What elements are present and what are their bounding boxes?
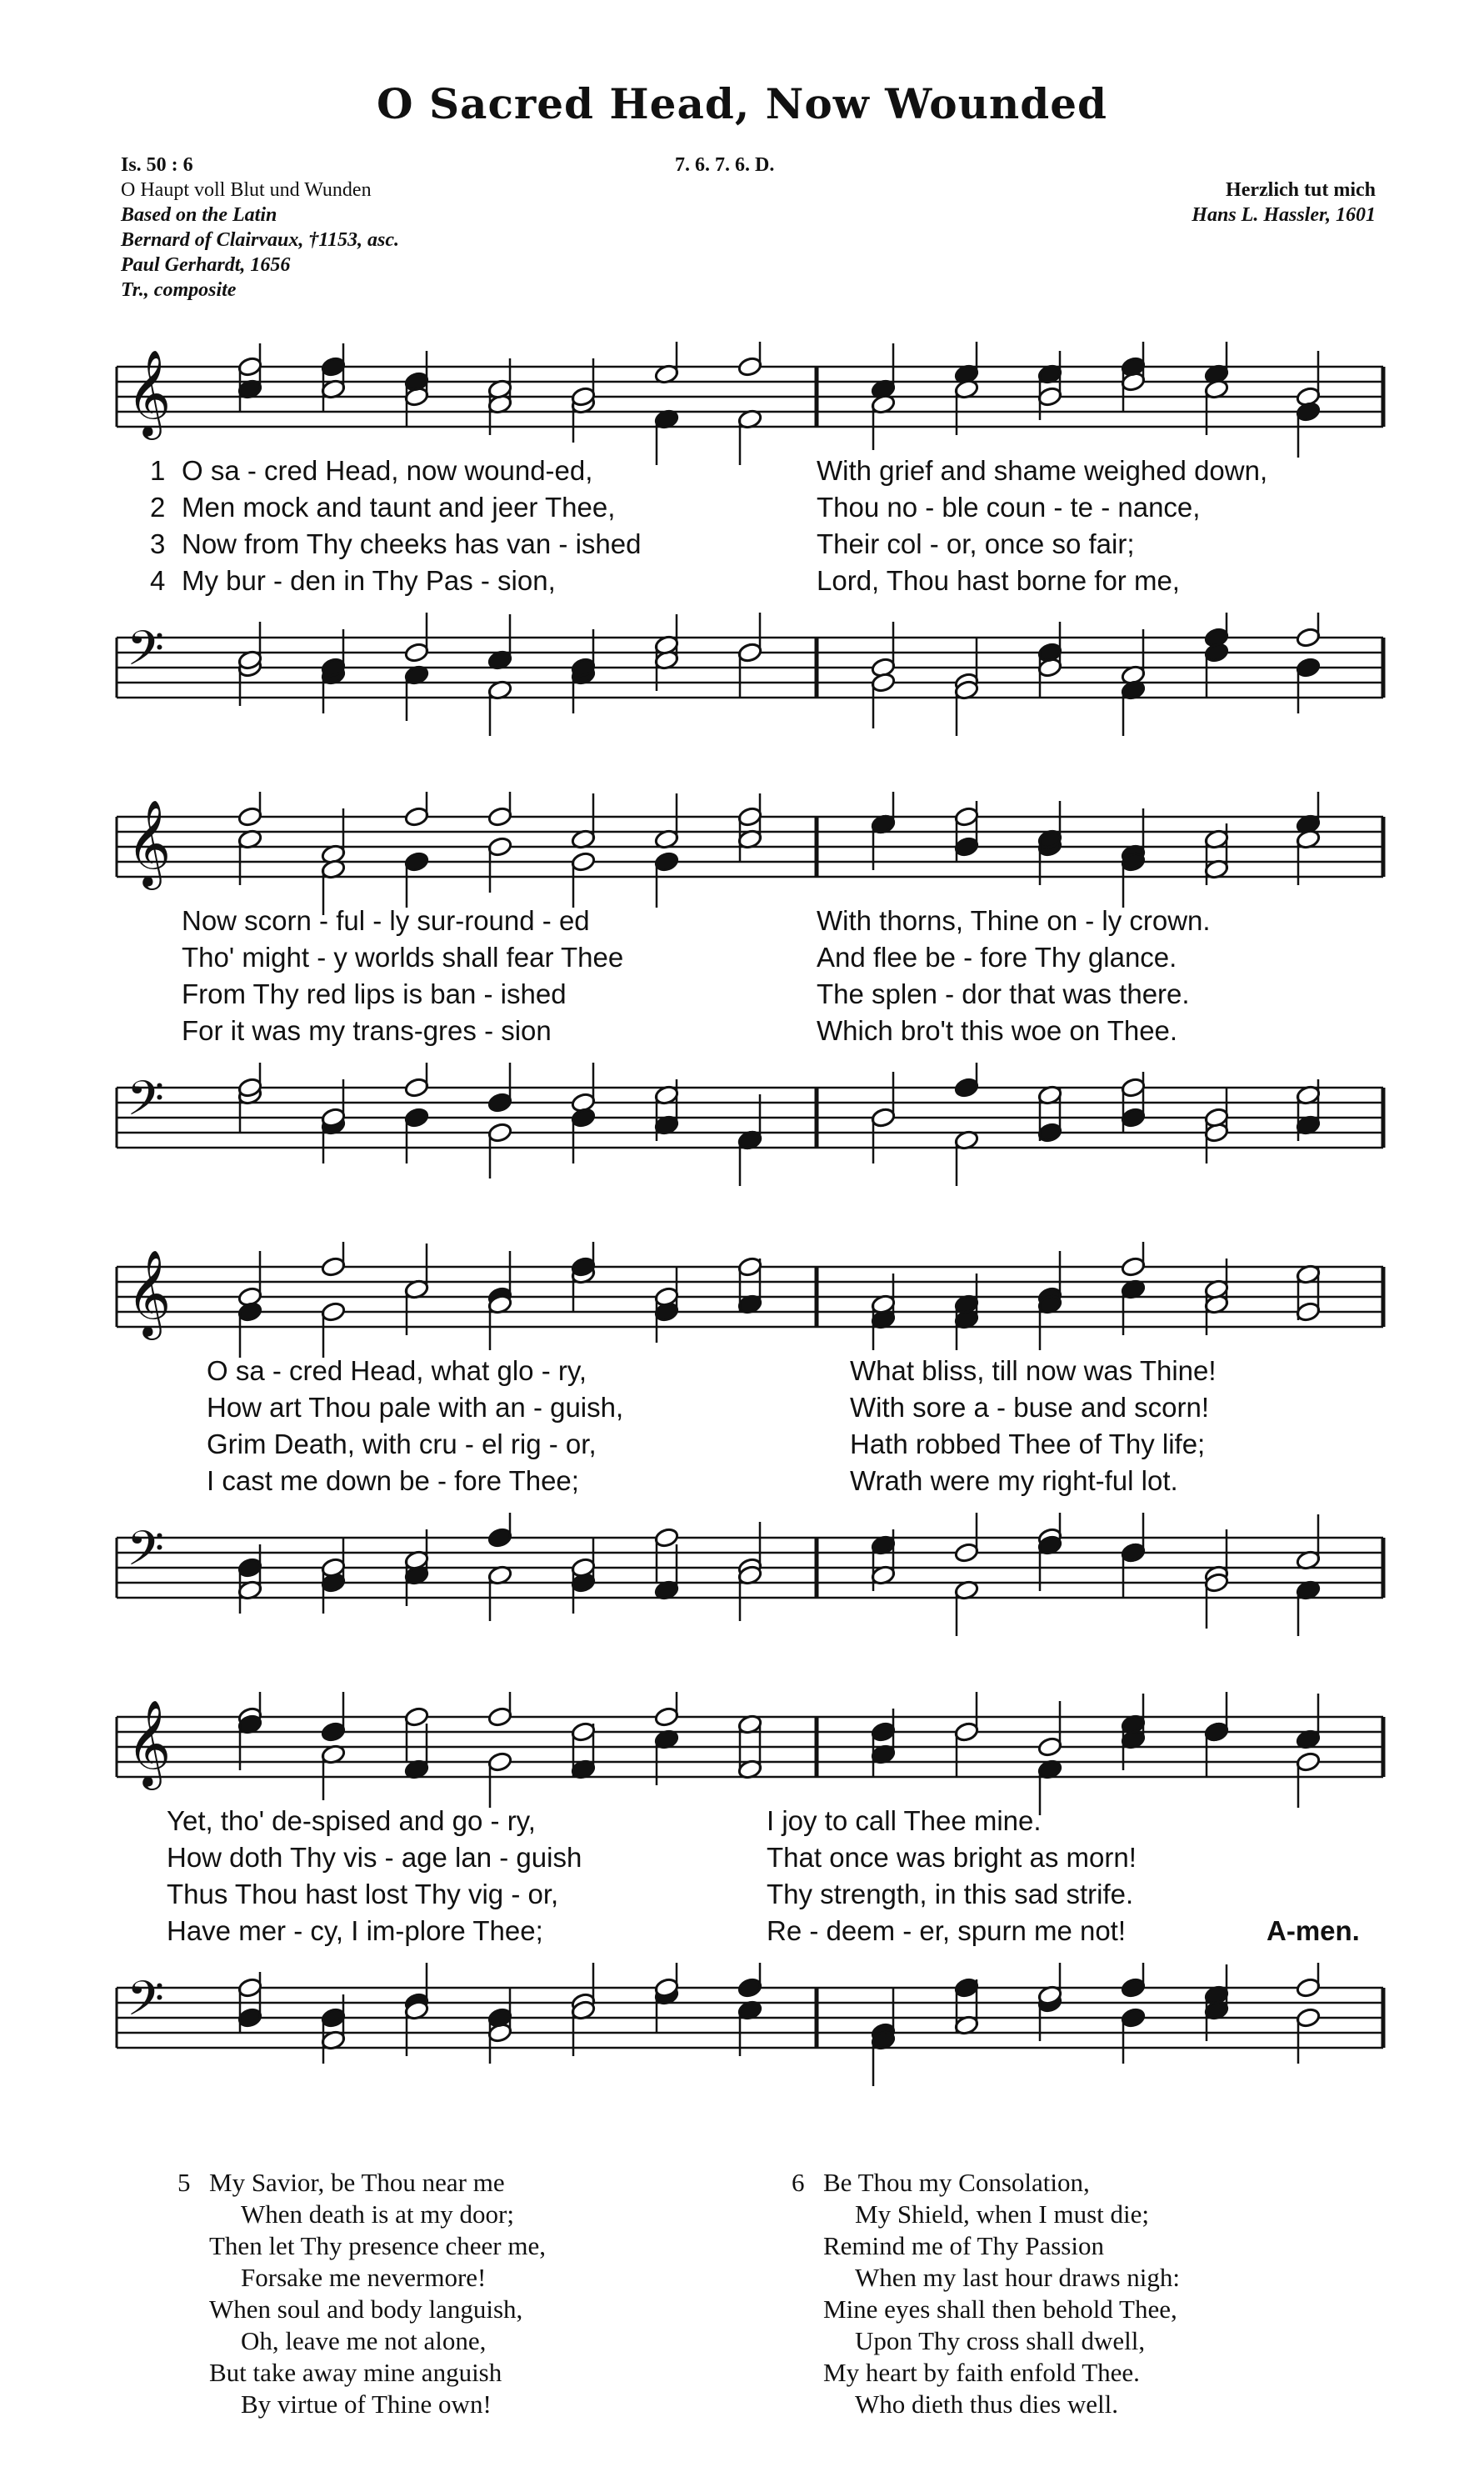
treble-staff: [83, 342, 1417, 467]
note-head: [1037, 386, 1063, 408]
lyric-line: Thus Thou hast lost Thy vig - or, Thy strength, in this sad strife.: [167, 1879, 1134, 1909]
note-head: [237, 2007, 263, 2029]
bass-staff-graphic: [83, 1963, 1417, 2088]
stanza-5: [177, 2167, 546, 2420]
note-head: [321, 1301, 347, 1323]
note-head: [487, 806, 513, 828]
note-head: [571, 851, 597, 873]
amen: A-men.: [1267, 1915, 1360, 1946]
treble-staff: [83, 1692, 1417, 1817]
treble-clef-icon: 𝄞: [127, 799, 172, 887]
note-head: [1204, 642, 1230, 663]
bass-clef-icon: 𝄢: [127, 620, 165, 688]
bass-staff: [83, 1063, 1417, 1188]
note-head: [1121, 1107, 1147, 1128]
composer-credit: Hans L. Hassler, 1601: [1192, 204, 1376, 226]
note-head: [871, 672, 897, 693]
note-head: [1296, 1301, 1322, 1323]
bass-staff-graphic: [83, 1513, 1417, 1638]
lyric-line: 3 Now from Thy cheeks has van - ished Their col - or, once so fair;: [150, 528, 1135, 559]
lyric-line: Grim Death, with cru - el rig - or, Hath robbed Thee of Thy life;: [207, 1429, 1206, 1459]
note-head: [487, 1092, 513, 1113]
stanza-line: When death is at my door;: [241, 2199, 514, 2229]
note-head: [404, 642, 430, 663]
stanza-line: Forsake me nevermore!: [241, 2263, 487, 2292]
note-head: [571, 1721, 597, 1743]
note-head: [404, 851, 430, 873]
note-head: [1121, 1077, 1147, 1098]
note-head: [654, 851, 680, 873]
lyric-line: From Thy red lips is ban - ished The splen - dor that was there.: [182, 978, 1190, 1009]
note-head: [954, 1542, 980, 1564]
note-head: [1121, 1256, 1147, 1278]
meter: 7. 6. 7. 6. D.: [675, 154, 775, 176]
tune-name: Herzlich tut mich: [1226, 179, 1376, 201]
note-head: [1037, 642, 1063, 663]
note-head: [1204, 1721, 1230, 1743]
note-head: [487, 1706, 513, 1728]
stanza-line: My heart by faith enfold Thee.: [823, 2358, 1140, 2387]
lyric-line: I cast me down be - fore Thee; Wrath were my right-ful lot.: [207, 1465, 1178, 1496]
stanza-number: 6: [792, 2168, 805, 2197]
bass-staff-graphic: [83, 1063, 1417, 1188]
bass-staff-graphic: [83, 613, 1417, 738]
treble-staff-graphic: [83, 342, 1417, 467]
note-head: [1121, 356, 1147, 378]
bass-clef-icon: 𝄢: [127, 1970, 165, 2039]
treble-staff: [83, 1242, 1417, 1367]
note-head: [654, 1286, 680, 1308]
note-head: [1121, 1542, 1147, 1564]
author-credit: Bernard of Clairvaux, †1153, asc.: [121, 229, 400, 251]
lyric-line: How doth Thy vis - age lan - guish That once was bright as morn!: [167, 1842, 1137, 1873]
original-title: O Haupt voll Blut und Wunden: [121, 179, 372, 201]
treble-staff: [83, 792, 1417, 917]
note-head: [487, 1527, 513, 1549]
hymn-title: O Sacred Head, Now Wounded: [376, 79, 1108, 128]
note-head: [1296, 627, 1322, 648]
lyric-line: Have mer - cy, I im-plore Thee; Re - deem - er, spurn me not! A-men.: [167, 1915, 1360, 1946]
note-head: [737, 806, 763, 828]
note-head: [871, 1721, 897, 1743]
treble-staff-graphic: [83, 792, 1417, 917]
lyric-line: 1 O sa - cred Head, now wound-ed, With grief and shame weighed down,: [150, 455, 1268, 486]
lyric-line: Yet, tho' de-spised and go - ry, I joy to call Thee mine.: [167, 1805, 1042, 1836]
note-head: [237, 1301, 263, 1323]
note-head: [404, 806, 430, 828]
stanza-line: Who dieth thus dies well.: [855, 2389, 1118, 2419]
lyric-line: Now scorn - ful - ly sur-round - ed With thorns, Thine on - ly crown.: [182, 905, 1211, 936]
translator-credit: Tr., composite: [121, 279, 237, 301]
note-head: [954, 836, 980, 858]
note-head: [654, 1706, 680, 1728]
stanza-6: [792, 2167, 1180, 2420]
treble-clef-icon: 𝄞: [127, 349, 172, 437]
note-head: [321, 1557, 347, 1579]
note-head: [871, 1107, 897, 1128]
note-head: [571, 1107, 597, 1128]
treble-staff-graphic: [83, 1242, 1417, 1367]
bass-staff: [83, 1513, 1417, 1638]
note-head: [1296, 657, 1322, 678]
note-head: [487, 2007, 513, 2029]
note-head: [1296, 1751, 1322, 1773]
bass-clef-icon: 𝄢: [127, 1070, 165, 1138]
lyric-line: 4 My bur - den in Thy Pas - sion, Lord, Thou hast borne for me,: [150, 565, 1180, 596]
note-head: [954, 1977, 980, 1999]
note-head: [321, 1256, 347, 1278]
stanza-line: My Savior, be Thou near me: [209, 2168, 505, 2197]
note-head: [654, 1527, 680, 1549]
lyric-line: Tho' might - y worlds shall fear Thee And flee be - fore Thy glance.: [182, 942, 1177, 973]
note-head: [237, 806, 263, 828]
lyric-line: How art Thou pale with an - guish, With sore a - buse and scorn!: [207, 1392, 1210, 1423]
note-head: [404, 1077, 430, 1098]
header-right-credits: [1192, 178, 1376, 228]
note-head: [1296, 401, 1322, 423]
note-head: [404, 1706, 430, 1728]
bass-staff: [83, 1963, 1417, 2088]
source-note: Based on the Latin: [121, 204, 277, 226]
stanza-line: When soul and body languish,: [209, 2294, 523, 2324]
note-head: [1204, 1107, 1230, 1128]
note-head: [237, 1557, 263, 1579]
lyric-line: 2 Men mock and taunt and jeer Thee, Thou no - ble coun - te - nance,: [150, 492, 1201, 523]
note-head: [487, 1122, 513, 1143]
note-head: [737, 356, 763, 378]
bass-clef-icon: 𝄢: [127, 1520, 165, 1589]
note-head: [321, 2007, 347, 2029]
stanza-line: Be Thou my Consolation,: [823, 2168, 1090, 2197]
stanza-line: But take away mine anguish: [209, 2358, 502, 2387]
note-head: [404, 1107, 430, 1128]
note-head: [1121, 2007, 1147, 2029]
treble-clef-icon: 𝄞: [127, 1249, 172, 1337]
note-head: [954, 806, 980, 828]
note-head: [487, 1751, 513, 1773]
stanza-line: Upon Thy cross shall dwell,: [855, 2326, 1146, 2355]
note-head: [321, 356, 347, 378]
author-credit-2: Paul Gerhardt, 1656: [121, 254, 291, 276]
stanza-line: Then let Thy presence cheer me,: [209, 2231, 546, 2260]
scripture-reference: Is. 50 : 6: [121, 154, 193, 176]
lyric-line: For it was my trans-gres - sion Which bro't this woe on Thee.: [182, 1015, 1178, 1046]
note-head: [487, 836, 513, 858]
stanza-line: Remind me of Thy Passion: [823, 2231, 1104, 2260]
header-left-credits: [121, 153, 399, 303]
stanza-line: Mine eyes shall then behold Thee,: [823, 2294, 1177, 2324]
lyric-line: O sa - cred Head, what glo - ry, What bliss, till now was Thine!: [207, 1355, 1217, 1386]
note-head: [237, 1977, 263, 1999]
stanza-number: 5: [177, 2168, 191, 2197]
note-head: [237, 356, 263, 378]
note-head: [1121, 1977, 1147, 1999]
bass-staff: [83, 613, 1417, 738]
stanza-line: Oh, leave me not alone,: [241, 2326, 487, 2355]
note-head: [737, 1977, 763, 1999]
note-head: [737, 1256, 763, 1278]
note-head: [571, 1557, 597, 1579]
note-head: [1296, 2007, 1322, 2029]
note-head: [1037, 1122, 1063, 1143]
stanza-line: By virtue of Thine own!: [241, 2389, 492, 2419]
note-head: [737, 642, 763, 663]
note-head: [1296, 1977, 1322, 1999]
treble-staff-graphic: [83, 1692, 1417, 1817]
note-head: [954, 1077, 980, 1098]
note-head: [404, 371, 430, 393]
treble-clef-icon: 𝄞: [127, 1699, 172, 1787]
stanza-line: My Shield, when I must die;: [855, 2199, 1150, 2229]
note-head: [321, 1721, 347, 1743]
note-head: [1037, 1736, 1063, 1758]
note-head: [954, 1721, 980, 1743]
stanza-line: When my last hour draws nigh:: [855, 2263, 1181, 2292]
